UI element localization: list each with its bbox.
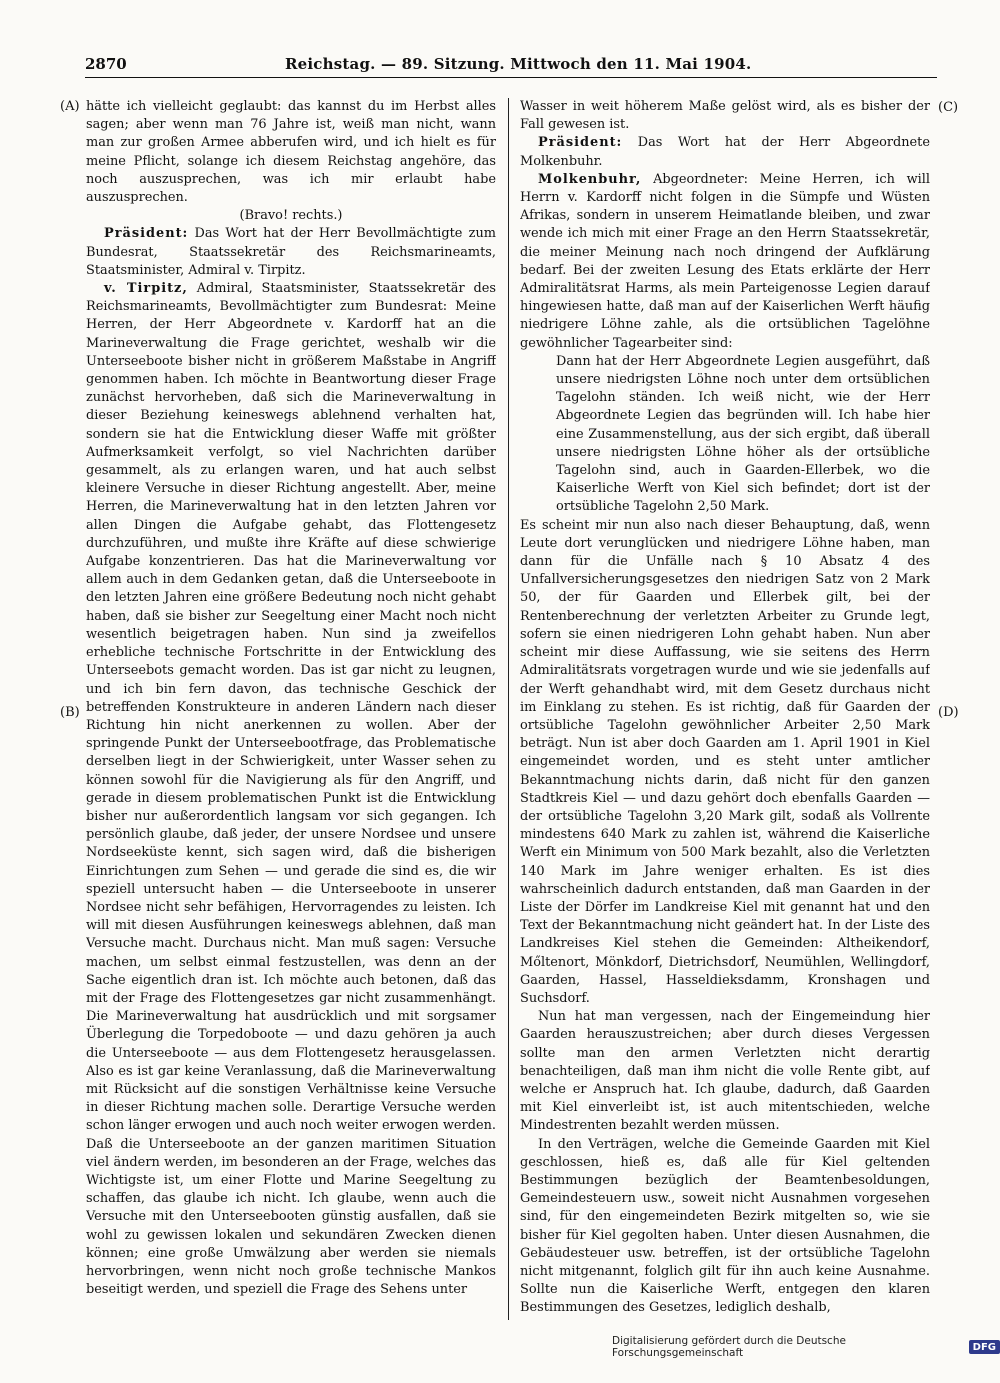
column-divider bbox=[508, 98, 509, 1320]
speech-text: Admiral, Staatsminister, Staatssekretär des Reichsmarineamts, Bevollmächtigter zum Bundesrat: Meine Herren, der Herr Abgeordnete v. Kardorff hat an die Marineverwaltung die Frage gerichtet, weshalb wir die Unterseeboote bisher nicht in größerem Maßstabe in Angriff genommen haben. Ich möchte in Beantwortung dieser Frage zunächst hervorheben, daß sich die Marineverwaltung in dieser Beziehung keineswegs ablehnend verhalten hat, sondern sie hat die Entwicklung dieser Waffe mit größter Aufmerksamkeit verfolgt, so viel Nachrichten darüber gesammelt, als zu erlangen waren, und hat auch selbst kleinere Versuche in dieser Richtung angestellt. Aber, meine Herren, die Marineverwaltung hat in den letzten Jahren vor allen Dingen die Aufgabe gehabt, das Flottengesetz durchzuführen, und mußte ihre Kräfte auf diese schwierige Aufgabe konzentrieren. Das hat die Marineverwaltung vor allem auch in dem Gedanken getan, daß die Unterseeboote in den letzten Jahren eine größere Bedeutung noch nicht gehabt haben, daß sie bisher zur Seegeltung einer Macht noch nicht wesentlich beigetragen haben. Nun sind ja zweifellos erhebliche technische Fortschritte in der Entwicklung des Unterseebots gemacht worden. Das ist gar nicht zu leugnen, und ich bin fern davon, das technische Geschick der betreffenden Konstrukteure in anderen Ländern nach dieser Richtung hin nicht anerkennen zu wollen. Aber der springende Punkt der Unterseebootfrage, das Problematische derselben liegt in der Schwierigkeit, unter Wasser sehen zu können sowohl für die Navigierung als für den Angriff, und gerade in diesem problematischen Punkt ist die Entwicklung bisher nur außerordentlich langsam vor sich gegangen. Ich persönlich glaube, daß jeder, der unsere Nordsee und unsere Nordseeküste kennt, sich sagen wird, daß die bisherigen Einrichtungen zum Sehen — und gerade die sind es, die wir speziell untersucht haben — die Unterseeboote in unserer Nordsee nicht sehr befähigen, Hervorragendes zu leisten. Ich will mit diesen Ausführungen keineswegs ablehnen, daß man Versuche macht. Durchaus nicht. Man muß sagen: Versuche machen, um selbst einmal festzustellen, was denn an der Sache eigentlich dran ist. Ich möchte auch betonen, daß das mit der Frage des Flottengesetzes gar nicht zusammenhängt. Die Marineverwaltung hat ausdrücklich und mit sorgsamer Überlegung die Torpedoboote — und dazu gehören ja auch die Unterseeboote — aus dem Flottengesetz herausgelassen. Also es ist gar keine Veranlassung, daß die Marineverwaltung mit Rücksicht auf die sonstigen Verhältnisse keine Versuche in dieser Richtung machen solle. Derartige Versuche werden schon länger erwogen und auch noch weiter erwogen werden. Daß die Unterseeboote an der ganzen maritimen Situation viel ändern werden, im besonderen an der Frage, welches das Wichtigste ist, um einer Flotte und Marine Seegeltung zu schaffen, das glaube ich nicht. Ich glaube, wenn auch die Versuche mit den Unterseebooten günstig ausfallen, daß sie wohl zu gewissen lokalen und sekundären Zwecken dienen können; eine große Umwälzung aber werden sie niemals hervorbringen, wenn nicht noch große technische Mankos beseitigt werden, und speziell die Frage des Sehens unter bbox=[86, 281, 496, 1298]
page-header bbox=[85, 55, 937, 78]
speaker-name: Molkenbuhr, bbox=[538, 171, 642, 187]
interjection: (Bravo! rechts.) bbox=[239, 208, 343, 224]
block-quote: Dann hat der Herr Abgeordnete Legien ausgeführt, daß unsere niedrigsten Löhne noch unter dem ortsüblichen Tagelohn ständen. Ich weiß nicht, wie der Herr Abgeordnete Legien das begründen will. Ich habe hier eine Zusammenstellung, aus der sich ergibt, daß überall unsere niedrigsten Löhne höher als der ortsübliche Tagelohn sind, auch in Gaarden-Ellerbek, wo die Kaiserliche Werft von Kiel sich befindet; dort ist der ortsübliche Tagelohn 2,50 Mark. bbox=[556, 353, 930, 515]
speaker-name: v. Tirpitz, bbox=[104, 281, 188, 297]
margin-marker-a: (A) bbox=[60, 99, 80, 114]
paragraph: Wasser in weit höherem Maße gelöst wird, als es bisher der Fall gewesen ist. bbox=[520, 99, 930, 133]
left-column bbox=[86, 98, 496, 1318]
digitization-footer bbox=[612, 1335, 1000, 1359]
paragraph: Es scheint mir nun also nach dieser Behauptung, daß, wenn Leute dort verunglücken und niedrigere Löhne haben, man dann für die Unfälle nach § 10 Absatz 4 des Unfallversicherungsgesetzes den niedrigen Satz von 2 Mark 50, der für Gaarden und Ellerbek gilt, bei der Rentenberechnung der verletzten Arbeiter zu Grunde legt, sofern sie einen niedrigeren Lohn gehabt haben. Nun aber scheint mir diese Auffassung, wie sie seitens des Herrn Admiralitätsrats vorgetragen wurde und wie sie jedenfalls auf der Werft gehandhabt wird, mit dem Gesetz durchaus nicht im Einklang zu stehen. Es ist richtig, daß für Gaarden der ortsübliche Tagelohn gewöhnlicher Arbeiter 2,50 Mark beträgt. Nun ist aber doch Gaarden am 1. April 1901 in Kiel eingemeindet worden, und es steht unter amtlicher Bekanntmachung nichts darin, daß nicht für den ganzen Stadtkreis Kiel — und dazu gehört doch ebenfalls Gaarden — der ortsübliche Tagelohn 3,20 Mark gilt, sodaß als Vollrente mindestens 640 Mark zu zahlen ist, während die Kaiserliche Werft ein Minimum von 500 Mark bezahlt, also die Verletzten 140 Mark im Jahre weniger erhalten. Es ist dies wahrscheinlich dadurch entstanden, daß man Gaarden in der Liste der Dörfer im Landkreise Kiel mit genannt hat und den Text der Bekanntmachung nicht geändert hat. In der Liste des Landkreises Kiel stehen die Gemeinden: Altheikendorf, Mőltenort, Mönkdorf, Dietrichsdorf, Neumühlen, Wellingdorf, Gaarden, Hassel, Hasseldieksdamm, Kronshagen und Suchsdorf. bbox=[520, 517, 930, 1006]
paragraph: Nun hat man vergessen, nach der Eingemeindung hier Gaarden herauszustreichen; aber durch dieses Vergessen sollte man den armen Verletzten nicht derartig benachteiligen, daß man ihm nicht die volle Rente gibt, auf welche er Anspruch hat. Ich glaube, dadurch, daß Gaarden mit Kiel einverleibt ist, ist auch mitentschieden, welche Mindestrenten bezahlt werden müssen. bbox=[520, 1009, 930, 1134]
speech-text: Das Wort hat der Herr Bevollmächtigte zum Bundesrat, Staatssekretär des Reichsmarineamts, Staatsminister, Admiral v. Tirpitz. bbox=[86, 226, 496, 278]
running-title: Reichstag. — 89. Sitzung. Mittwoch den 11. Mai 1904. bbox=[285, 55, 752, 73]
right-column bbox=[520, 98, 930, 1318]
paragraph bbox=[520, 134, 930, 170]
dfg-logo: DFG bbox=[969, 1340, 1000, 1354]
paragraph: In den Verträgen, welche die Gemeinde Gaarden mit Kiel geschlossen, hieß es, daß alle für Kiel geltenden Bestimmungen bezüglich der Beamtenbesoldungen, Gemeindesteuern usw., soweit nicht Ausnahmen vorgesehen sind, für den eingemeindeten Bezirk mitgelten so, wie sie bisher für Kiel gegolten haben. Unter diesen Ausnahmen, die Gebäudesteuer usw. betreffen, ist der ortsübliche Tagelohn nicht mitgenannt, folglich gilt für ihn auch keine Ausnahme. Sollte nun die Kaiserliche Werft, entgegen den klaren Bestimmungen des Gesetzes, lediglich deshalb, bbox=[520, 1136, 930, 1316]
margin-marker-c: (C) bbox=[938, 100, 959, 115]
page-number: 2870 bbox=[85, 55, 127, 73]
paragraph: hätte ich vielleicht geglaubt: das kannst du im Herbst alles sagen; aber wenn man 76 Jahre ist, weiß man nicht, wann man zur großen Armee abberufen wird, und ich hielt es für meine Pflicht, solange ich diesem Reichstag angehöre, das noch auszusprechen, was ich mir erlaubt habe auszusprechen. bbox=[86, 99, 496, 206]
paragraph bbox=[86, 280, 496, 1299]
margin-marker-b: (B) bbox=[60, 705, 80, 720]
margin-marker-d: (D) bbox=[938, 705, 959, 720]
speaker-name: Präsident: bbox=[538, 135, 623, 151]
speaker-name: Präsident: bbox=[104, 226, 189, 242]
paragraph bbox=[520, 171, 930, 353]
speech-text: Abgeordneter: Meine Herren, ich will Herrn v. Kardorff nicht folgen in die Sümpfe und Wüsten Afrikas, sondern in unserem Heimatlande bleiben, und zwar wende ich mich mit einer Frage an den Herrn Staatssekretär, die meiner Meinung nach noch dringend der Aufklärung bedarf. Bei der zweiten Lesung des Etats erklärte der Herr Admiralitätsrat Harms, als mein Parteigenosse Legien darauf hingewiesen hatte, daß man auf der Kaiserlichen Werft häufig niedrigere Löhne zahle, als die ortsüblichen Tagelöhne gewöhnlicher Tagearbeiter sind: bbox=[520, 171, 930, 351]
paragraph bbox=[86, 225, 496, 280]
speech-text: Das Wort hat der Herr Abgeordnete Molkenbuhr. bbox=[520, 135, 930, 169]
footer-text: Digitalisierung gefördert durch die Deutsche Forschungsgemeinschaft bbox=[612, 1335, 846, 1359]
